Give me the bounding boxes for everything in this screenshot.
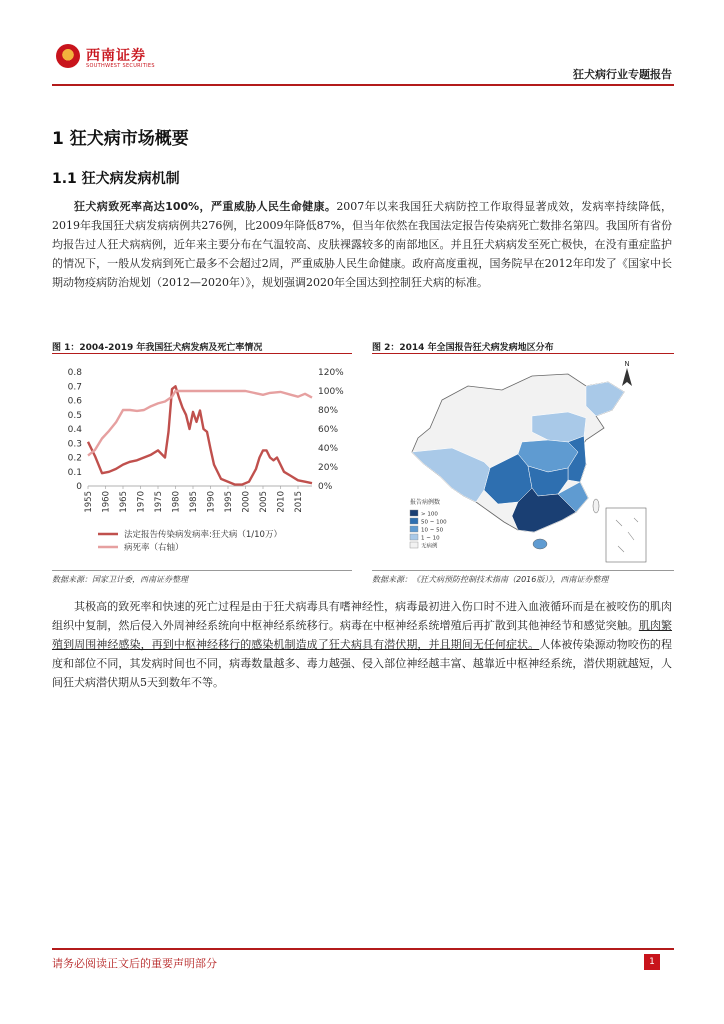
x-tick-label: 2000 — [241, 491, 252, 513]
y-left-tick-label: 0.4 — [67, 425, 82, 435]
figure2-rule — [372, 353, 674, 354]
north-arrow-icon — [622, 360, 632, 386]
paragraph-mechanism-underlined: 肌肉繁殖到周围神经感染，再到中枢神经移行的感染机制造成了狂犬病具有潜伏期，并且期间无任何症状。 — [52, 619, 673, 651]
paragraph-mechanism-text: 其极高的致死率和快速的死亡过程是由于狂犬病毒具有嗜神经性，病毒最初进入伤口时不进入血液循环而是在被咬伤的肌肉组织中复制，然后侵入外周神经系统向中枢神经系统移行。病毒在中枢神经系统增殖后再扩散到其他神经节和感觉突触。 — [52, 600, 672, 632]
x-tick-label: 1955 — [84, 491, 94, 513]
footer-divider — [52, 948, 674, 950]
map-legend-label: 1 ~ 10 — [421, 535, 440, 542]
section-heading: 1 狂犬病市场概要 — [52, 129, 189, 149]
x-tick-label: 1985 — [189, 491, 199, 513]
map-legend-swatch — [410, 510, 418, 516]
y-left-tick-label: 0.1 — [67, 467, 82, 478]
report-title: 狂犬病行业专题报告 — [573, 68, 672, 81]
map-legend-swatch — [410, 534, 418, 540]
figure1-rule — [52, 353, 352, 354]
series-fatality-line — [88, 391, 312, 456]
figure2-map — [372, 356, 672, 568]
y-left-tick-label: 0.7 — [67, 382, 82, 393]
subsection-heading: 1.1 狂犬病发病机制 — [52, 171, 180, 187]
map-legend-title: 报告病例数 — [410, 499, 441, 506]
legend-label: 病死率（右轴） — [124, 543, 184, 553]
y-left-tick-label: 0 — [76, 482, 82, 492]
company-name: 西南证券 — [86, 48, 146, 64]
x-tick-label: 2015 — [294, 491, 304, 513]
map-region-hainan — [533, 539, 547, 549]
paragraph-intro — [52, 197, 672, 292]
paragraph-mechanism — [52, 597, 672, 692]
figure2-source: 数据来源：《狂犬病预防控制技术指南（2016版）》，西南证券整理 — [372, 575, 609, 584]
x-tick-label: 2005 — [259, 491, 269, 513]
map-legend-swatch — [410, 518, 418, 524]
y-right-tick-label: 60% — [318, 425, 339, 435]
y-left-tick-label: 0.6 — [67, 396, 82, 407]
y-right-tick-label: 100% — [318, 387, 344, 397]
map-region-taiwan — [593, 499, 599, 513]
x-tick-label: 1965 — [119, 491, 129, 513]
x-tick-label: 2010 — [276, 491, 287, 513]
page-number: 1 — [644, 954, 660, 970]
map-legend-label: 无病例 — [421, 543, 438, 550]
map-legend-label: 10 ~ 50 — [421, 527, 444, 534]
x-tick-label: 1995 — [224, 491, 234, 513]
map-legend-label: 50 ~ 100 — [421, 519, 447, 526]
figure1-source: 数据来源：国家卫计委，西南证券整理 — [52, 575, 188, 584]
paragraph-intro-body: 2007年以来我国狂犬病防控工作取得显著成效，发病率持续降低，2019年我国狂犬病发病病例共276例，比2009年降低87%，但当年依然在我国法定报告传染病死亡数排名第四。我国所有省份均报告过人狂犬病病例，近年来主要分布在气温较高、皮肤裸露较多的南部地区。并且狂犬病病发至死亡极快，在没有重症监护的情况下，一般从发病到死亡最多不会超过2周，严重威胁人民生命健康。政府高度重视，国务院早在2012年印发了《国家中长期动物疫病防治规划（2012—2020年）》，规划强调2020年全国达到控制狂犬病的标准。 — [52, 200, 673, 289]
series-incidence-line — [88, 386, 312, 484]
map-region-northeast — [586, 382, 624, 416]
figure1-chart — [52, 356, 352, 568]
map-legend-swatch — [410, 542, 418, 548]
paragraph-intro-lead: 狂犬病致死率高达100%，严重威胁人民生命健康。 — [74, 200, 337, 213]
y-left-tick-label: 0.8 — [67, 368, 82, 378]
y-right-tick-label: 20% — [318, 463, 339, 473]
figure2-title: 图 2：2014 年全国报告狂犬病发病地区分布 — [372, 343, 554, 353]
y-left-tick-label: 0.2 — [67, 453, 82, 464]
header-divider — [52, 84, 674, 86]
y-right-tick-label: 0% — [318, 482, 333, 492]
footer-notice: 请务必阅读正文后的重要声明部分 — [52, 957, 217, 970]
y-right-tick-label: 120% — [318, 368, 344, 378]
x-tick-label: 1980 — [171, 491, 182, 513]
x-tick-label: 1960 — [101, 491, 112, 513]
x-tick-label: 1975 — [154, 491, 164, 513]
map-legend-swatch — [410, 526, 418, 532]
company-logo-icon — [56, 44, 80, 68]
y-right-tick-label: 80% — [318, 406, 339, 416]
figure2-bottom-rule — [372, 570, 674, 571]
svg-text:N: N — [624, 360, 630, 368]
figure1-title: 图 1：2004-2019 年我国狂犬病发病及死亡率情况 — [52, 343, 263, 353]
map-legend — [410, 510, 447, 550]
y-left-tick-label: 0.3 — [67, 439, 82, 450]
y-left-tick-label: 0.5 — [67, 410, 82, 421]
figure1-bottom-rule — [52, 570, 352, 571]
legend-label: 法定报告传染病发病率:狂犬病（1/10万） — [124, 530, 282, 540]
paragraph-mechanism-text-end: 人体被传染源动物咬伤的程度和部位不同，其发病时间也不同，病毒数量越多、毒力越强、侵入部位神经越丰富、越靠近中枢神经系统，潜伏期就越短，人间狂犬病潜伏期从5天到数年不等。 — [52, 638, 673, 689]
x-tick-label: 1990 — [206, 491, 217, 513]
y-right-tick-label: 40% — [318, 444, 339, 454]
south-china-sea-inset — [606, 508, 646, 562]
company-name-en: SOUTHWEST SECURITIES — [86, 63, 155, 69]
x-tick-label: 1970 — [136, 491, 147, 513]
map-legend-label: > 100 — [421, 511, 438, 518]
